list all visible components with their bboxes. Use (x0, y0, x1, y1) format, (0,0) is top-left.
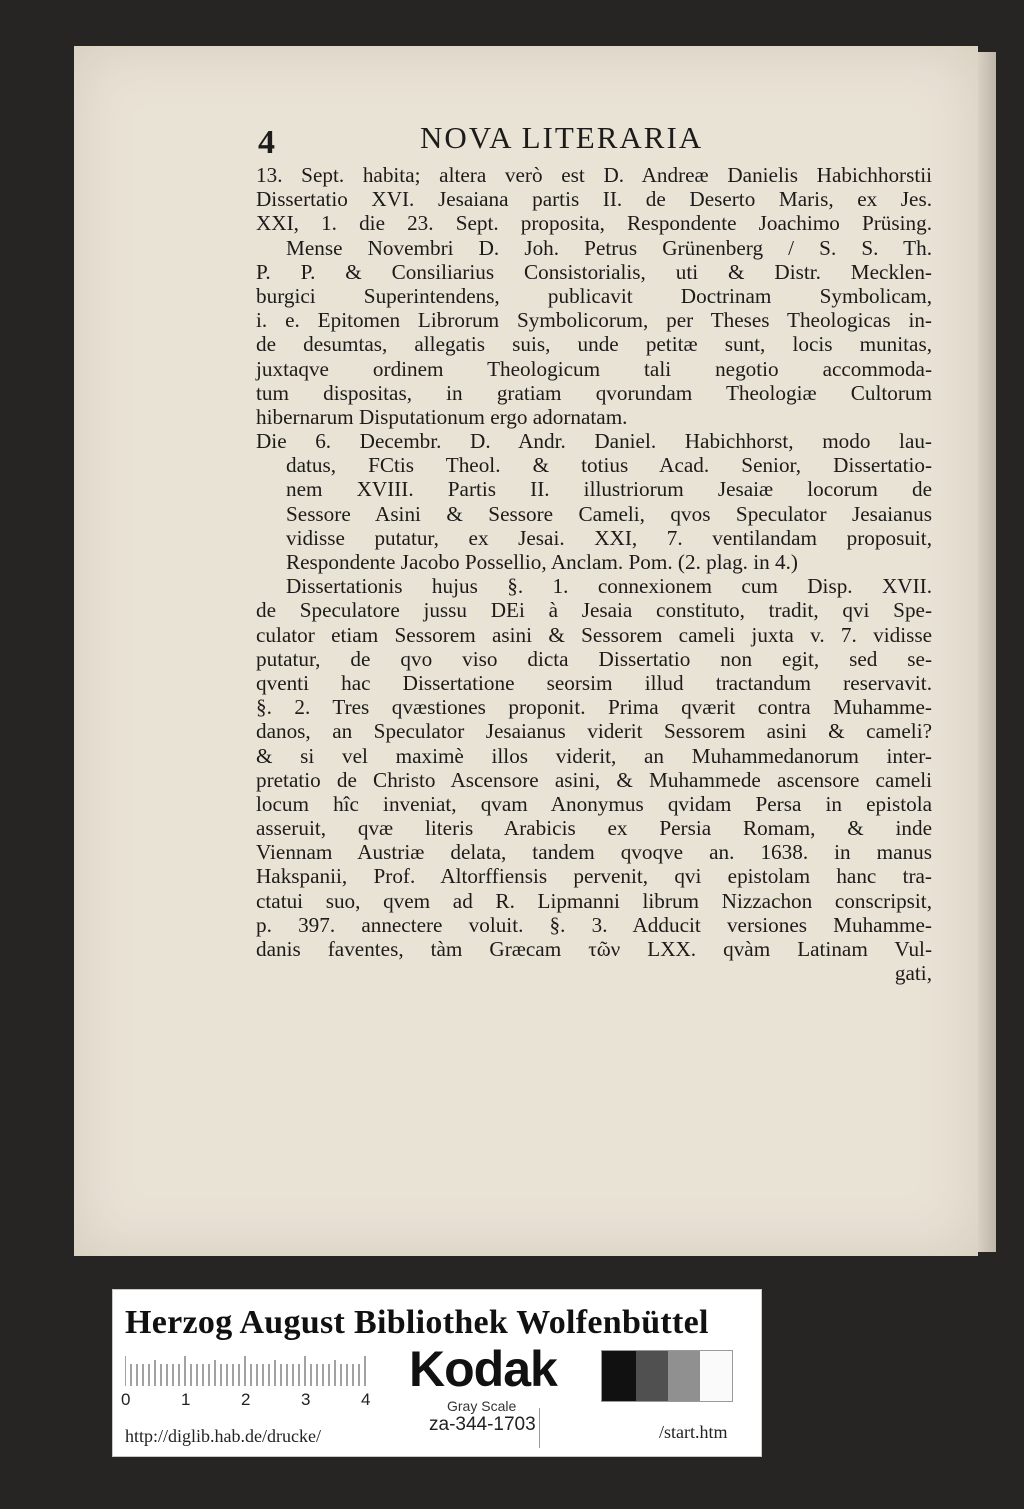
source-url: http://diglib.hab.de/drucke/ (125, 1426, 321, 1446)
text-line: Hakspanii, Prof. Altorffiensis pervenit, qvi epistolam hanc tra- (256, 864, 932, 889)
text-line: Dissertatio XVI. Jesaiana partis II. de Deserto Maris, ex Jes. (256, 187, 932, 212)
text-line: vidisse putatur, ex Jesai. XXI, 7. ventilandam proposuit, (286, 525, 932, 550)
gray-patch (668, 1351, 700, 1401)
text-line: de desumtas, allegatis suis, unde petitæ sunt, locis munitas, (256, 332, 932, 357)
text-line: Die 6. Decembr. D. Andr. Daniel. Habichhorst, modo lau- (256, 429, 932, 454)
text-line: ctatui suo, qvem ad R. Lipmanni librum Nizzachon conscripsit, (256, 888, 932, 913)
text-line: 13. Sept. habita; altera verò est D. Andreæ Danielis Habichhorstii (256, 163, 932, 187)
text-line: XXI, 1. die 23. Sept. proposita, Respondente Joachimo Prüsing. (256, 211, 932, 236)
text-line: juxtaqve ordinem Theologicum tali negotio accommoda- (256, 356, 932, 381)
text-line: nem XVIII. Partis II. illustriorum Jesaiæ locorum de (286, 477, 932, 502)
page-number: 4 (258, 124, 275, 161)
shelfmark-code: za-344-1703 (429, 1414, 536, 1435)
text-line: danis faventes, tàm Græcam τῶν LXX. qvàm Latinam Vul- (256, 937, 932, 961)
text-line: locum hîc inveniat, qvam Anonymus qvidam Persa in epistola (256, 791, 932, 816)
catchword: gati, (894, 961, 932, 986)
kodak-logo: Kodak (409, 1341, 557, 1397)
text-line: pretatio de Christo Ascensore asini, & Muhammede ascensore cameli (256, 767, 932, 792)
text-line: Dissertationis hujus §. 1. connexionem cum Disp. XVII. (286, 574, 932, 599)
ruler-number: 2 (241, 1390, 251, 1409)
text-line: Sessore Asini & Sessore Cameli, qvos Speculator Jesaianus (286, 501, 932, 526)
text-line: Respondente Jacobo Possellio, Anclam. Pom. (2. plag. in 4.) (286, 550, 798, 574)
gray-patch (602, 1351, 636, 1401)
text-line: P. P. & Consiliarius Consistorialis, uti & Distr. Mecklen- (256, 259, 932, 284)
ruler-number: 0 (121, 1390, 131, 1409)
text-line: culator etiam Sessorem asini & Sessorem cameli juxta v. 7. vidisse (256, 622, 932, 647)
gray-patch (636, 1351, 668, 1401)
ruler-numbers (121, 1390, 381, 1414)
text-line: & si vel maximè illos viderit, an Muhammedanorum inter- (256, 743, 932, 768)
text-line: qventi hac Dissertatione seorsim illud tractandum reservavit. (256, 670, 932, 695)
text-line: danos, an Speculator Jesaianus viderit Sessorem asini & cameli? (256, 719, 932, 744)
ruler-scale (125, 1356, 385, 1386)
library-name: Herzog August Bibliothek Wolfenbüttel (125, 1304, 709, 1341)
text-line: i. e. Epitomen Librorum Symbolicorum, per Theses Theologicas in- (256, 308, 932, 333)
gray-patch (700, 1351, 732, 1401)
start-path: /start.htm (659, 1422, 728, 1442)
running-title: NOVA LITERARIA (420, 120, 704, 155)
text-line: tum dispositas, in gratiam qvorundam Theologiæ Cultorum (256, 380, 932, 405)
grayscale-patches (601, 1350, 733, 1402)
text-line: Mense Novembri D. Joh. Petrus Grünenberg / S. S. Th. (286, 235, 932, 260)
scan-target-card (112, 1289, 762, 1457)
book-spine-edge (978, 52, 996, 1252)
divider (539, 1408, 540, 1448)
text-line: p. 397. annectere voluit. §. 3. Adducit versiones Muhamme- (256, 912, 932, 937)
ruler-number: 4 (361, 1390, 371, 1409)
text-line: asseruit, qvæ literis Arabicis ex Persia Romam, & inde (256, 816, 932, 841)
page-header (258, 120, 818, 164)
ruler-number: 3 (301, 1390, 311, 1409)
text-line: burgici Superintendens, publicavit Doctrinam Symbolicam, (256, 283, 932, 308)
ruler-number: 1 (181, 1390, 191, 1409)
text-line: hibernarum Disputationum ergo adornatam. (256, 404, 628, 429)
text-line: §. 2. Tres qvæstiones proponit. Prima qværit contra Muhamme- (256, 695, 932, 720)
text-line: Viennam Austriæ delata, tandem qvoqve an. 1638. in manus (256, 840, 932, 865)
text-line: putatur, de qvo viso dicta Dissertatio non egit, sed se- (256, 646, 932, 671)
text-line: datus, FCtis Theol. & totius Acad. Senior, Dissertatio- (286, 453, 932, 478)
text-line: de Speculatore jussu DEi à Jesaia constituto, tradit, qvi Spe- (256, 598, 932, 623)
body-text (256, 163, 932, 985)
grayscale-label: Gray Scale (447, 1398, 517, 1414)
